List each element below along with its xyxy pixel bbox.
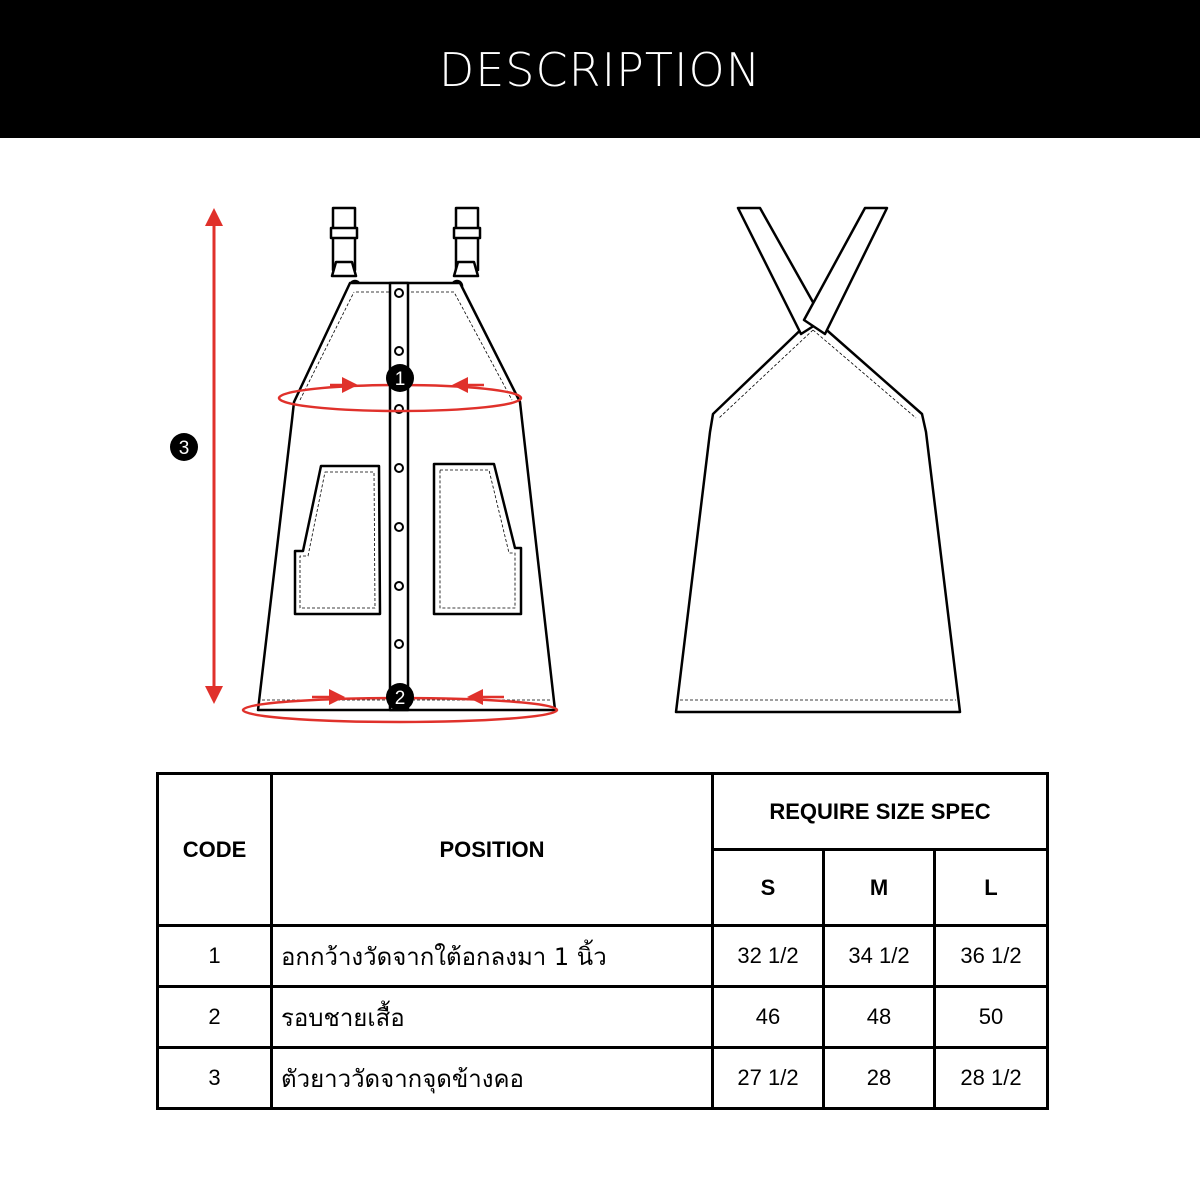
row-code: 2 [158,987,272,1048]
marker-2 [386,683,414,711]
length-arrow-up-icon [205,208,223,226]
row-value-m: 28 [824,1048,935,1109]
code-header: CODE [158,774,272,926]
table-row [158,987,1048,1048]
size-header-l: L [935,850,1048,926]
size-spec-table [156,772,1049,1110]
back-right-strap [804,208,887,334]
length-arrow-down-icon [205,686,223,704]
row-value-s: 27 1/2 [713,1048,824,1109]
back-view [676,208,960,712]
row-position: ตัวยาววัดจากจุดข้างคอ [272,1048,713,1109]
size-header-s: S [713,850,824,926]
row-value-s: 32 1/2 [713,926,824,987]
row-value-m: 48 [824,987,935,1048]
row-position: อกกว้างวัดจากใต้อกลงมา 1 นิ้ว [272,926,713,987]
table-row [158,926,1048,987]
size-header-m: M [824,850,935,926]
size-spec-header: REQUIRE SIZE SPEC [713,774,1048,850]
position-header: POSITION [272,774,713,926]
table-header-row [158,774,1048,850]
row-position: รอบชายเสื้อ [272,987,713,1048]
row-value-m: 34 1/2 [824,926,935,987]
front-view [258,208,555,710]
header-bar [0,0,1200,138]
row-code: 3 [158,1048,272,1109]
row-value-s: 46 [713,987,824,1048]
row-code: 1 [158,926,272,987]
back-body-outline [676,318,960,712]
marker-3 [170,433,198,461]
marker-2-label: 2 [394,688,406,709]
table-row [158,1048,1048,1109]
marker-3-label: 3 [178,438,190,459]
marker-1-label: 1 [394,369,406,390]
garment-illustration [0,138,1200,768]
page-title: DESCRIPTION [438,43,762,97]
row-value-l: 28 1/2 [935,1048,1048,1109]
marker-1 [386,364,414,392]
row-value-l: 36 1/2 [935,926,1048,987]
row-value-l: 50 [935,987,1048,1048]
